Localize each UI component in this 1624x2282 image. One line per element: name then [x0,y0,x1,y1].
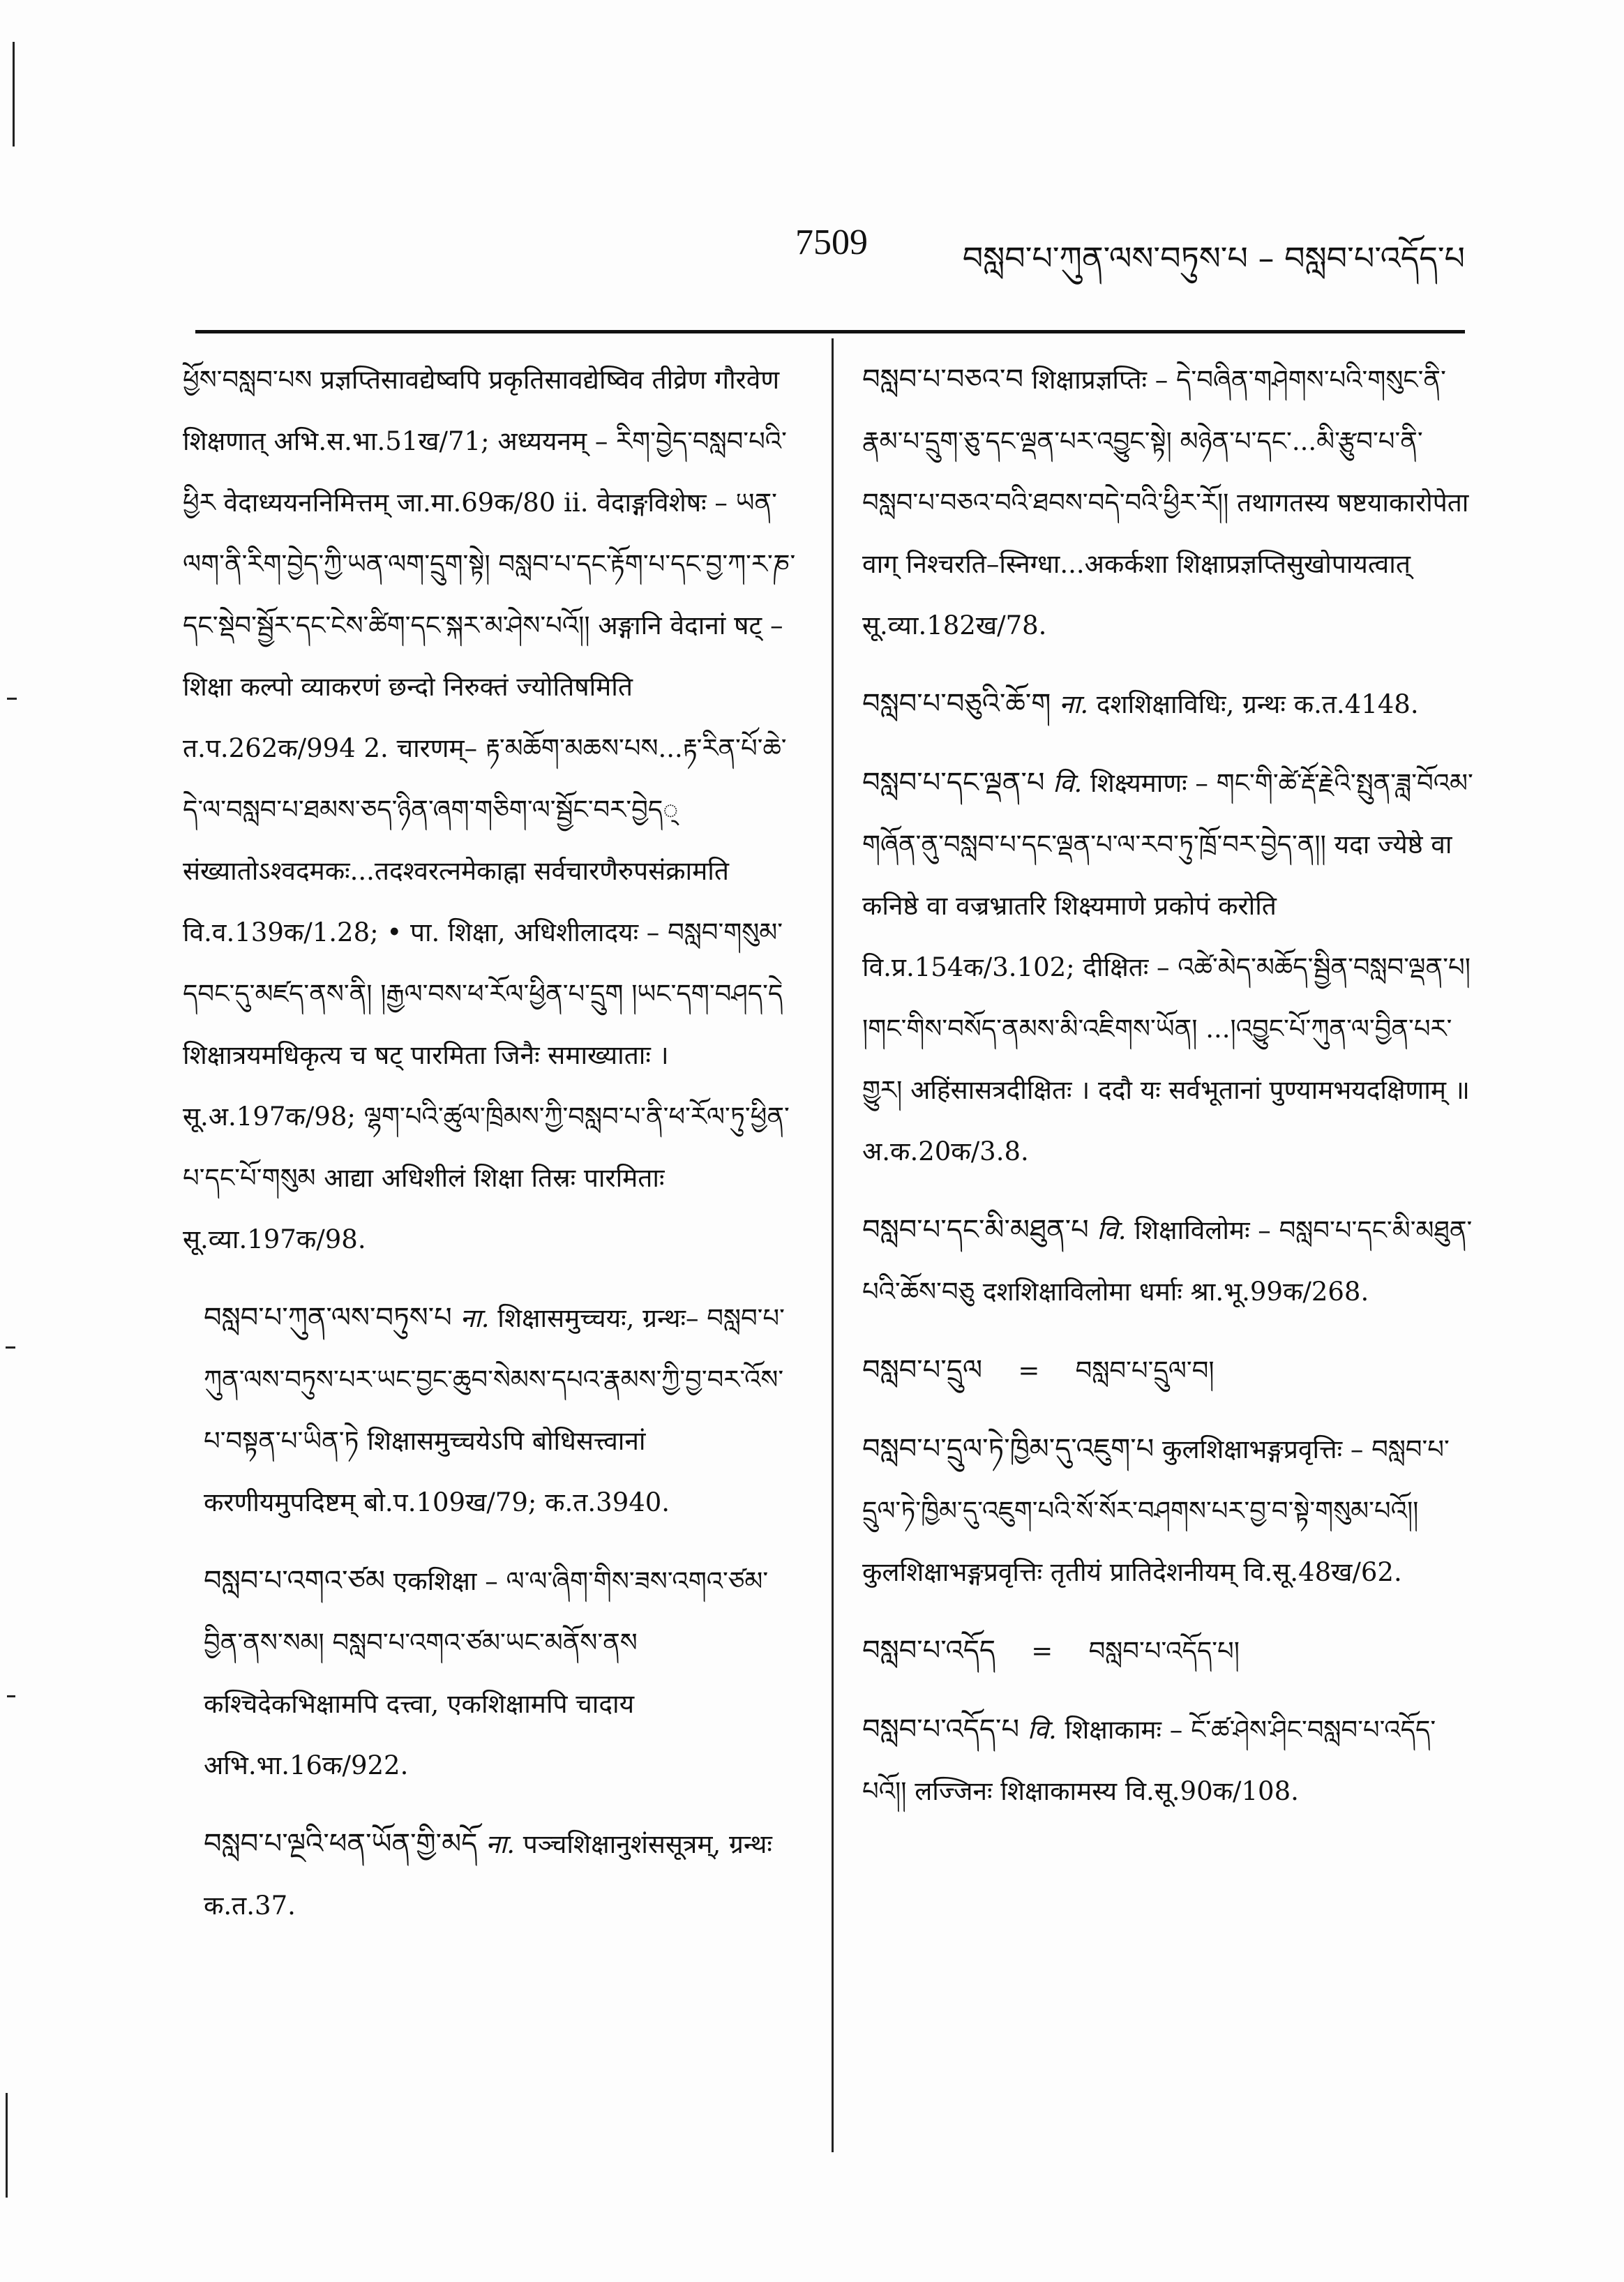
entry-grammar: ना. [1059,689,1089,719]
equals-sign: = [1031,1636,1053,1666]
entry-body: शिक्षाविलोमः – བསླབ་པ་དང་མི་མཐུན་པའི་ཆོས་བཅུ दशशिक्षाविलोमा धर्माः श्रा.भू.99क/268. [862,1215,1473,1307]
dictionary-entry [862,349,1476,656]
margin-mark [13,42,15,147]
entry-grammar: वि. [1027,1715,1057,1745]
dictionary-entry [862,673,1476,735]
equals-sign: = [1018,1356,1040,1386]
entry-body: शिक्षासमुच्चयः, ग्रन्थः– བསླབ་པ་ཀུན་ལས་བཏུས་པར་ཡང་བྱང་ཆུབ་སེམས་དཔའ་རྣམས་ཀྱི་བྱ་བར་འོས་པ་བསྟན་པ་ཡིན་ཏེ शिक्षासमुच्चयेऽपि बोधिसत्त्वानां करणीयमुपदिष्टम् बो.प.109ख/79; क.त.3940. [204,1303,785,1517]
entry-headword: བསླབ་པ་དྲུལ་ཏེ་ཁྱིམ་དུ་འཇུག་པ [862,1433,1155,1465]
running-head: བསླབ་པ་ཀུན་ལས་བཏུས་པ – བསླབ་པ་འདོད་པ [962,239,1465,277]
entry-body: दशशिक्षाविधिः, ग्रन्थः क.त.4148. [1096,689,1419,719]
entry-headword: བསླབ་པ་ཀུན་ལས་བཏུས་པ [204,1302,452,1334]
margin-mark [7,1695,15,1697]
entry-headword: བསླབ་པ་འདོད [862,1635,996,1667]
entry-headword: བསླབ་པ་འདོད་པ [862,1713,1020,1746]
entry-headword: བསླབ་པ་ལྔའི་ཕན་ཡོན་གྱི་མདོ [204,1828,478,1860]
right-column [862,349,1476,1839]
entry-headword: བསླབ་པ་དང་ལྡན་པ [862,767,1045,799]
entry-body: ཕྱོས་བསླབ་པས प्रज्ञप्तिसावद्येष्वपि प्रकृतिसावद्येष्विव तीव्रेण गौरवेण शिक्षणात् अभि.स.भा.51ख/71; अध्ययनम् – རིག་བྱེད་བསླབ་པའི་ཕྱིར वेदाध्ययननिमित्तम् जा.मा.69क/80 ii. वेदाङ्गविशेषः – ཡན་ལག་ནི་རིག་བྱེད་ཀྱི་ཡན་ལག་དྲུག་སྟེ། བསླབ་པ་དང་རྟོག་པ་དང་བྱ་ཀ་ར་ཎ་དང་སྡེབ་སྦྱོར་དང་ངེས་ཚིག་དང་སྐར་མ་ཤེས་པའོ།། अङ्गानि वेदानां षट् – शिक्षा कल्पो व्याकरणं छन्दो निरुक्तं ज्योतिषमिति त.प.262क/994 2. चारणम्– རྟ་མཆོག་མཆས་པས...རྟ་རིན་པོ་ཆེ་དེ་ལ་བསླབ་པ་ཐམས་ཅད་ཉིན་ཞག་གཅིག་ལ་སྦྱོང་བར་བྱེད् संख्यातोऽश्वदमकः...तदश्वरत्नमेकाह्ना सर्वचारणैरुपसंक्रामति वि.व.139क/1.28; • पा. शिक्षा, अधिशीलादयः – བསླབ་གསུམ་དབང་དུ་མཛད་ནས་ནི། །རྒྱལ་བས་ཕ་རོལ་ཕྱིན་པ་དྲུག །ཡང་དག་བཤད་དེ शिक्षात्रयमधिकृत्य च षट् पारमिता जिनैः समाख्याताः । सू.अ.197क/98; ལྷག་པའི་ཚུལ་ཁྲིམས་ཀྱི་བསླབ་པ་ནི་ཕ་རོལ་ཏུ་ཕྱིན་པ་དང་པོ་གསུམ आद्या अधिशीलं शिक्षा तिस्रः पारमिताः सू.व्या.197क/98. [183,365,796,1254]
entry-headword: བསླབ་པ་བཅའ་བ [862,363,1024,396]
dictionary-entry [862,752,1476,1183]
entry-body: शिक्ष्यमाणः – གང་གི་ཚེ་རྡོ་རྗེའི་སྤུན་ཟླ་བོའམ་གཞོན་ནུ་བསླབ་པ་དང་ལྡན་པ་ལ་རབ་ཏུ་ཁྲོ་བར་བྱེད་ན།། यदा ज्येष्ठे वा कनिष्ठे वा वज्रभ्रातरि शिक्ष्यमाणे प्रकोपं करोति वि.प्र.154क/3.102; दीक्षितः – འཚེ་མེད་མཆོད་སྦྱིན་བསླབ་ལྡན་པ། །གང་གིས་བསོད་ནམས་མི་འཇིགས་ཡོན། ...།འབྱུང་པོ་ཀུན་ལ་བྱིན་པར་གྱུར། अहिंसासत्रदीक्षितः । ददौ यः सर्वभूतानां पुण्यामभयदक्षिणाम् ॥ अ.क.20क/3.8. [862,768,1473,1166]
entry-body: བསླབ་པ་འདོད་པ། [1088,1636,1240,1666]
entry-grammar: वि. [1097,1215,1127,1245]
dictionary-entry [862,1620,1476,1682]
page-number: 7509 [795,223,868,262]
dictionary-entry [183,1287,797,1533]
entry-grammar: ना. [460,1303,490,1333]
entry-body: पञ्चशिक्षानुशंससूत्रम्, ग्रन्थः क.त.37. [204,1829,772,1921]
entry-headword: བསླབ་པ་འགའ་ཙམ [204,1565,385,1597]
entry-body: བསླབ་པ་དྲུལ་བ། [1075,1356,1215,1386]
entry-headword: བསླབ་པ་དང་མི་མཐུན་པ [862,1214,1089,1246]
entry-body: शिक्षाकामः – ངོ་ཚ་ཤེས་ཤིང་བསླབ་པ་འདོད་པའོ།། लज्जिनः शिक्षाकामस्य वि.सू.90क/108. [862,1715,1436,1806]
dictionary-entry [183,1550,797,1796]
entry-grammar: ना. [486,1829,516,1859]
dictionary-entry [862,1699,1476,1822]
column-divider [832,338,834,2152]
header-rule [195,330,1465,333]
entry-body: एकशिक्षा – ལ་ལ་ཞིག་གིས་ཟས་འགའ་ཙམ་བྱིན་ནས་སམ། བསླབ་པ་འགའ་ཙམ་ཡང་མནོས་ནས कश्चिदेकभिक्षामपि दत्त्वा, एकशिक्षामपि चादाय अभि.भा.16क/922. [204,1566,769,1780]
entry-grammar: वि. [1053,768,1083,798]
margin-mark [6,2093,8,2198]
dictionary-entry [183,1813,797,1937]
dictionary-entry [862,1418,1476,1603]
left-column [183,349,797,1953]
entry-body: कुलशिक्षाभङ्गप्रवृत्तिः – བསླབ་པ་དྲུལ་ཏེ་ཁྱིམ་དུ་འཇུག་པའི་སོ་སོར་བཤགས་པར་བྱ་བ་སྟེ་གསུམ་པའོ།། कुलशिक्षाभङ्गप्रवृत्तिः तृतीयं प्रातिदेशनीयम् वि.सू.48ख/62. [862,1434,1450,1587]
dictionary-entry [183,349,797,1270]
entry-headword: བསླབ་པ་དྲུལ [862,1354,983,1386]
entry-body: शिक्षाप्रज्ञप्तिः – དེ་བཞིན་གཤེགས་པའི་གསུང་ནི་རྣམ་པ་དྲུག་ཅུ་དང་ལྡན་པར་འབྱུང་སྟེ། མཉེན་པ་དང་...མི་རྩུབ་པ་ནི་བསླབ་པ་བཅའ་བའི་ཐབས་བདེ་བའི་ཕྱིར་རོ།། तथागतस्य षष्टयाकारोपेता वाग् निश्चरति–स्निग्धा...अकर्कशा शिक्षाप्रज्ञप्तिसुखोपायत्वात् सू.व्या.182ख/78. [862,365,1469,640]
dictionary-entry [862,1339,1476,1402]
margin-mark [6,1346,15,1349]
entry-headword: བསླབ་པ་བཅུའི་ཆོ་ག [862,688,1051,720]
dictionary-entry [862,1199,1476,1323]
margin-mark [7,698,17,700]
